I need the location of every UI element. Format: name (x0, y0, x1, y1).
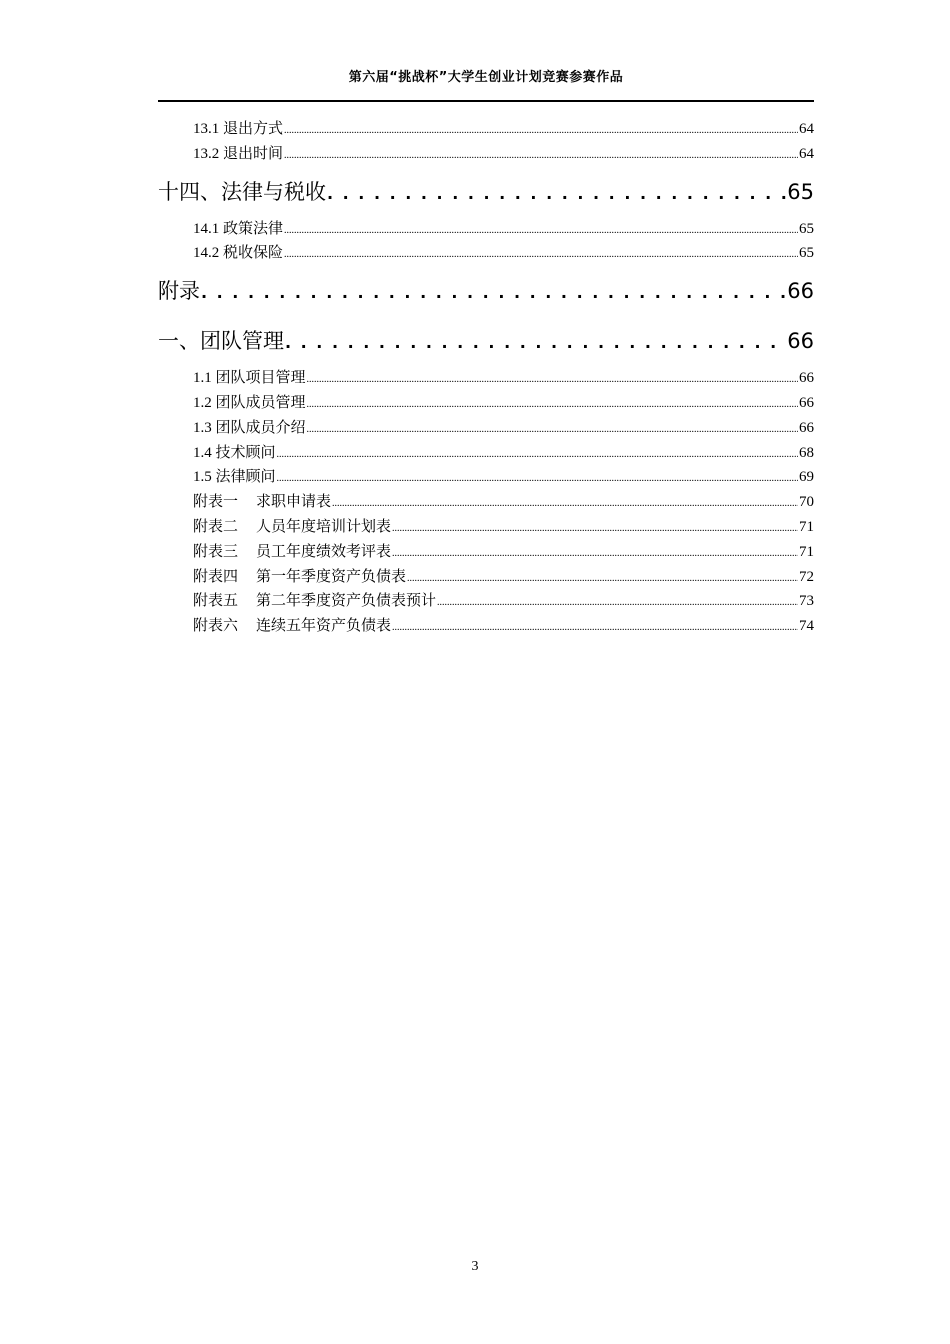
toc-entry-label (193, 416, 306, 441)
toc-entry-subtitle: 人员年度培训计划表 (256, 518, 392, 535)
toc-entry-page-number: 65 (787, 179, 814, 204)
toc-entry-label (193, 614, 391, 639)
toc-entry-page-number: 69 (799, 469, 814, 486)
toc-entry-label (193, 465, 276, 490)
toc-entry-subtitle: 员工年度绩效考评表 (256, 543, 392, 560)
toc-entry-label (193, 217, 283, 242)
toc-entry-title: 1.4 技术顾问 (193, 444, 276, 461)
toc-entry-label (193, 441, 276, 466)
toc-dot-leader (392, 515, 798, 542)
toc-section-entry[interactable] (158, 416, 814, 441)
toc-entry-title: 1.5 法律顾问 (193, 469, 276, 486)
toc-section-entry[interactable] (158, 441, 814, 466)
toc-dot-leader (285, 316, 786, 368)
toc-dot-leader (327, 167, 786, 219)
toc-dot-leader (284, 241, 798, 268)
toc-dot-leader (437, 589, 798, 616)
toc-entry-subtitle: 第二年季度资产负债表预计 (256, 593, 437, 610)
toc-entry-title: 十四、法律与税收 (158, 179, 326, 204)
toc-section-entry[interactable] (158, 589, 814, 614)
toc-section-entry[interactable] (158, 565, 814, 590)
header-divider (158, 100, 814, 102)
toc-dot-leader (201, 266, 786, 318)
toc-entry-title: 1.3 团队成员介绍 (193, 419, 306, 436)
toc-entry-page-number: 64 (799, 121, 814, 137)
toc-entry-title: 附表一 (193, 494, 239, 511)
toc-dot-leader (392, 540, 798, 567)
toc-entry-title: 附表六 (193, 618, 239, 635)
toc-entry-page-number: 71 (799, 518, 814, 535)
toc-section-entry[interactable] (158, 217, 814, 242)
toc-section-entry[interactable] (158, 366, 814, 391)
toc-chapter-entry[interactable] (158, 167, 814, 217)
toc-section-entry[interactable] (158, 490, 814, 515)
toc-entry-page-number: 65 (799, 220, 814, 237)
toc-entry-label (193, 366, 306, 391)
toc-entry-subtitle: 求职申请表 (256, 494, 332, 511)
toc-entry-title: 附表二 (193, 518, 239, 535)
toc-dot-leader (284, 142, 798, 169)
toc-section-entry[interactable] (158, 117, 814, 142)
toc-entry-title: 1.1 团队项目管理 (193, 370, 306, 387)
toc-entry-title: 附表三 (193, 543, 239, 560)
toc-dot-leader (407, 565, 798, 592)
toc-entry-subtitle: 连续五年资产负债表 (256, 618, 392, 635)
toc-entry-label (158, 316, 284, 366)
toc-dot-leader (307, 416, 798, 443)
toc-section-entry[interactable] (158, 515, 814, 540)
toc-entry-page-number: 66 (799, 370, 814, 387)
toc-entry-page-number: 65 (799, 245, 814, 262)
toc-entry-title: 一、团队管理 (158, 329, 284, 354)
page-header-title: 第六届“挑战杯”大学生创业计划竞赛参赛作品 (348, 70, 624, 85)
toc-entry-page-number: 68 (799, 444, 814, 461)
toc-entry-label (193, 241, 283, 266)
toc-section-entry[interactable] (158, 465, 814, 490)
toc-entry-title: 13.1 退出方式 (193, 121, 284, 137)
toc-dot-leader (332, 490, 798, 517)
toc-entry-title: 14.2 税收保险 (193, 245, 284, 262)
toc-dot-leader (284, 117, 798, 144)
toc-chapter-entry[interactable] (158, 266, 814, 316)
toc-dot-leader (392, 614, 798, 641)
page-number: 3 (471, 1259, 479, 1274)
toc-entry-label (193, 391, 306, 416)
toc-entry-page-number: 66 (787, 329, 814, 354)
toc-entry-page-number: 71 (799, 543, 814, 560)
table-of-contents (158, 117, 814, 639)
toc-entry-label (193, 142, 283, 167)
toc-dot-leader (307, 366, 798, 393)
toc-chapter-entry[interactable] (158, 316, 814, 366)
toc-entry-title: 13.2 退出时间 (193, 145, 284, 162)
toc-entry-title: 1.2 团队成员管理 (193, 394, 306, 411)
toc-entry-page-number: 73 (799, 593, 814, 610)
toc-section-entry[interactable] (158, 540, 814, 565)
toc-dot-leader (307, 391, 798, 418)
toc-entry-page-number: 74 (799, 618, 814, 635)
toc-entry-label (193, 589, 436, 614)
toc-section-entry[interactable] (158, 142, 814, 167)
toc-section-entry[interactable] (158, 241, 814, 266)
toc-dot-leader (284, 217, 798, 244)
toc-entry-label (193, 515, 391, 540)
toc-entry-subtitle: 第一年季度资产负债表 (256, 568, 407, 585)
toc-entry-page-number: 66 (799, 419, 814, 436)
toc-entry-title: 附表四 (193, 568, 239, 585)
toc-entry-label (158, 266, 200, 316)
toc-section-entry[interactable] (158, 391, 814, 416)
toc-entry-label (193, 565, 406, 590)
toc-entry-page-number: 64 (799, 145, 814, 162)
toc-entry-page-number: 66 (799, 394, 814, 411)
toc-entry-label (193, 117, 283, 142)
toc-entry-label (158, 167, 326, 217)
toc-entry-page-number: 70 (799, 494, 814, 511)
toc-section-entry[interactable] (158, 614, 814, 639)
toc-entry-page-number: 72 (799, 568, 814, 585)
toc-dot-leader (277, 441, 798, 468)
toc-dot-leader (277, 465, 798, 492)
toc-entry-title: 14.1 政策法律 (193, 220, 284, 237)
toc-entry-title: 附录 (158, 279, 200, 304)
toc-entry-title: 附表五 (193, 593, 239, 610)
toc-entry-label (193, 490, 331, 515)
toc-entry-page-number: 66 (787, 279, 814, 304)
toc-entry-label (193, 540, 391, 565)
